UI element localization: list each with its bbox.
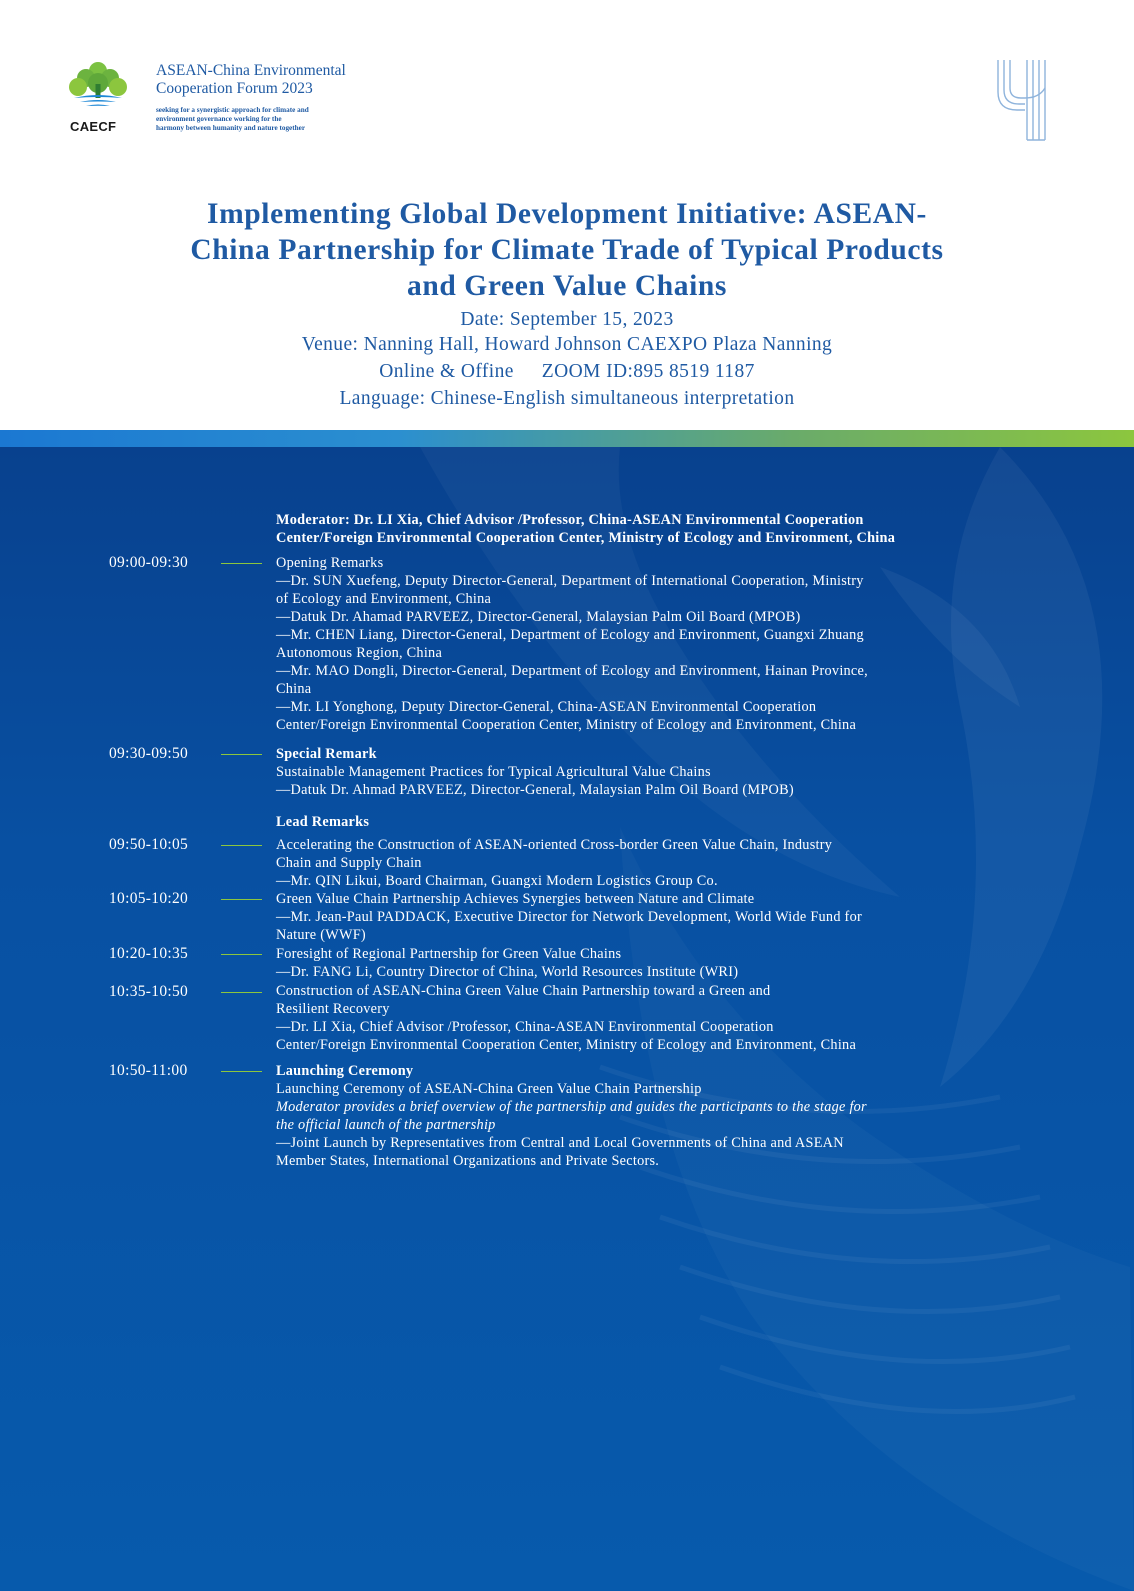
session-line: Accelerating the Construction of ASEAN-oriented Cross-border Green Value Chain, Industry	[276, 837, 833, 853]
session-time: 09:30-09:50	[109, 745, 189, 762]
forum-title-line: Cooperation Forum 2023	[156, 80, 313, 97]
session-line: Nature (WWF)	[276, 927, 366, 943]
session-line: Sustainable Management Practices for Typical Agricultural Value Chains	[276, 764, 711, 780]
event-date: Date: September 15, 2023	[460, 309, 674, 330]
session-line: Foresight of Regional Partnership for Green Value Chains	[276, 946, 622, 962]
session-line: Construction of ASEAN-China Green Value Chain Partnership toward a Green and	[276, 983, 771, 999]
agenda-panel	[0, 447, 1134, 1591]
moderator-line: Center/Foreign Environmental Cooperation Center, Ministry of Ecology and Environment, China	[276, 530, 896, 546]
session-time: 10:35-10:50	[109, 983, 189, 1000]
section-heading: Lead Remarks	[276, 814, 370, 830]
event-language: Language: Chinese-English simultaneous interpretation	[339, 388, 795, 409]
session-line: Launching Ceremony of ASEAN-China Green Value Chain Partnership	[276, 1081, 702, 1097]
time-connector	[221, 563, 262, 564]
time-connector	[221, 754, 262, 755]
session-time: 09:00-09:30	[109, 554, 189, 571]
session-line: —Mr. CHEN Liang, Director-General, Department of Ecology and Environment, Guangxi Zhuang	[276, 627, 864, 643]
session-line: Member States, International Organizations and Private Sectors.	[276, 1153, 660, 1169]
session-line: China	[276, 681, 312, 697]
event-title-line: and Green Value Chains	[406, 270, 728, 302]
session-line: —Mr. MAO Dongli, Director-General, Department of Ecology and Environment, Hainan Province,	[276, 663, 868, 679]
tagline-line: environment governance working for the	[156, 115, 282, 123]
session-time: 10:50-11:00	[109, 1062, 188, 1079]
event-title	[60, 196, 1074, 304]
event-title-line: China Partnership for Climate Trade of Typical Products	[190, 234, 944, 266]
moderator-line: Moderator: Dr. LI Xia, Chief Advisor /Professor, China-ASEAN Environmental Cooperation	[276, 512, 864, 528]
session-line: —Dr. SUN Xuefeng, Deputy Director-General, Department of International Cooperation, Ministry	[276, 573, 864, 589]
session-line: —Mr. LI Yonghong, Deputy Director-General, China-ASEAN Environmental Cooperation	[276, 699, 817, 715]
session-line: —Joint Launch by Representatives from Central and Local Governments of China and ASEAN	[276, 1135, 844, 1151]
session-time: 10:20-10:35	[109, 945, 189, 962]
time-connector	[221, 954, 262, 955]
session-line: —Mr. QIN Likui, Board Chairman, Guangxi Modern Logistics Group Co.	[276, 873, 718, 889]
forum-tagline	[156, 106, 309, 133]
session-line: Center/Foreign Environmental Cooperation Center, Ministry of Ecology and Environment, China	[276, 717, 857, 733]
caecf-logo-icon	[66, 58, 130, 110]
session-line: —Dr. LI Xia, Chief Advisor /Professor, China-ASEAN Environmental Cooperation	[276, 1019, 774, 1035]
session-line: —Dr. FANG Li, Country Director of China, World Resources Institute (WRI)	[276, 964, 739, 980]
event-title-line: Implementing Global Development Initiative: ASEAN-	[207, 198, 927, 230]
session-note: the official launch of the partnership	[276, 1117, 496, 1133]
session-line: Green Value Chain Partnership Achieves Synergies between Nature and Climate	[276, 891, 755, 907]
session-line: —Datuk Dr. Ahamad PARVEEZ, Director-General, Malaysian Palm Oil Board (MPOB)	[276, 609, 801, 625]
session-time: 09:50-10:05	[109, 836, 189, 853]
zoom-id: ZOOM ID:895 8519 1187	[541, 361, 755, 382]
session-heading: Special Remark	[276, 746, 377, 762]
event-online-mode: Online & Offine	[379, 361, 514, 382]
time-connector	[221, 899, 262, 900]
session-time: 10:05-10:20	[109, 890, 189, 907]
event-access	[60, 361, 1074, 383]
event-venue: Venue: Nanning Hall, Howard Johnson CAEXPO Plaza Nanning	[301, 334, 833, 355]
session-line: Resilient Recovery	[276, 1001, 390, 1017]
session-note: Moderator provides a brief overview of the partnership and guides the participants to the stage for	[276, 1099, 867, 1115]
session-line: of Ecology and Environment, China	[276, 591, 492, 607]
gradient-band	[0, 430, 1134, 447]
forum-title	[156, 62, 346, 98]
time-connector	[221, 992, 262, 993]
time-connector	[221, 845, 262, 846]
tagline-line: harmony between humanity and nature together	[156, 124, 306, 132]
session-line: Center/Foreign Environmental Cooperation Center, Ministry of Ecology and Environment, China	[276, 1037, 857, 1053]
tagline-line: seeking for a synergistic approach for climate and	[156, 106, 309, 114]
session-line: Chain and Supply Chain	[276, 855, 422, 871]
forum-emblem-icon	[995, 58, 1051, 142]
session-line: Autonomous Region, China	[276, 645, 443, 661]
caecf-logo-text: CAECF	[70, 119, 117, 134]
time-connector	[221, 1071, 262, 1072]
session-line: —Mr. Jean-Paul PADDACK, Executive Director for Network Development, World Wide Fund for	[276, 909, 862, 925]
session-line: —Datuk Dr. Ahmad PARVEEZ, Director-General, Malaysian Palm Oil Board (MPOB)	[276, 782, 794, 798]
forum-title-line: ASEAN-China Environmental	[156, 62, 346, 79]
session-heading: Opening Remarks	[276, 555, 384, 571]
session-heading: Launching Ceremony	[276, 1063, 414, 1079]
agenda	[0, 447, 1134, 1591]
